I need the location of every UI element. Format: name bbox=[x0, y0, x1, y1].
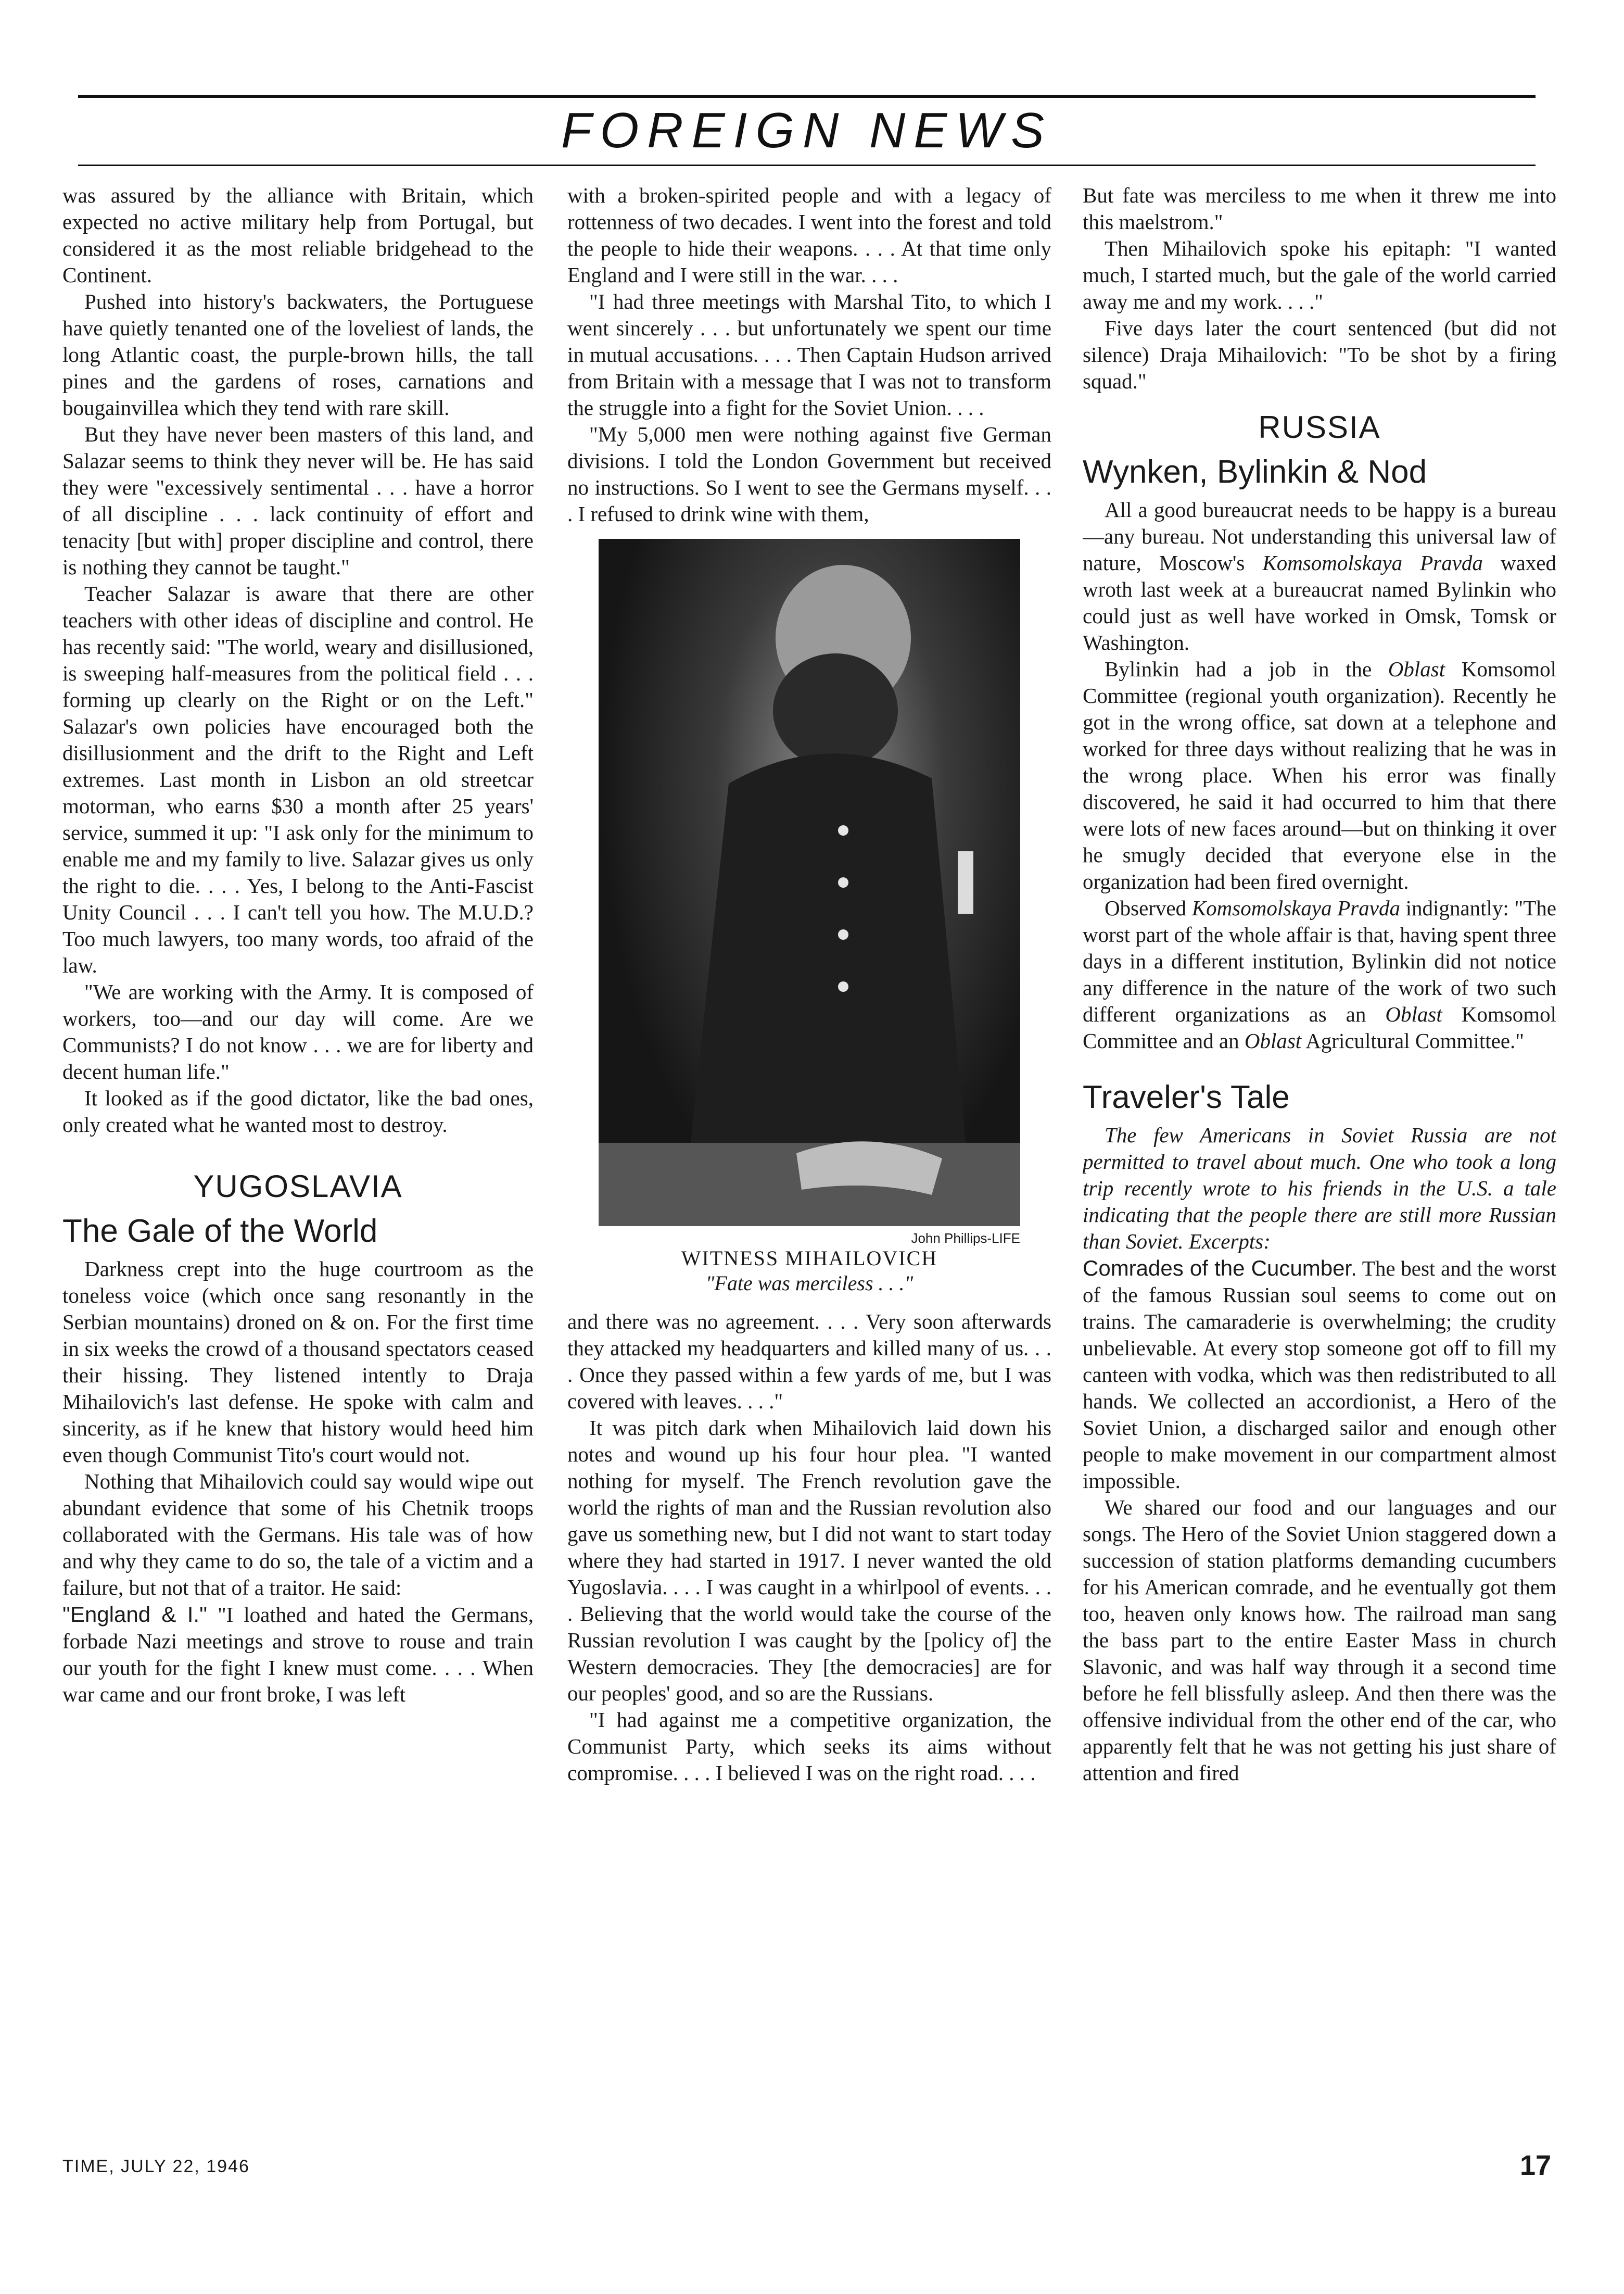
top-rule bbox=[78, 95, 1536, 98]
paragraph: and there was no agreement. . . . Very soon afterwards they attacked my headquarters and killed many of us. . . . Once they passed within a few yards of me, but I was covered with leaves. . . ." bbox=[567, 1309, 1051, 1413]
country-heading-yugoslavia: YUGOSLAVIA bbox=[193, 1169, 403, 1204]
page-number: 17 bbox=[1520, 2150, 1552, 2181]
column-3 bbox=[1083, 182, 1556, 2119]
section-header: FOREIGN NEWS bbox=[561, 103, 1052, 158]
paragraph: "I had against me a competitive organization, the Communist Party, which seeks its aims without compromise. . . . I believed I was on the right road. . . . bbox=[567, 1708, 1051, 1785]
paragraph: Nothing that Mihailovich could say would wipe out abundant evidence that some of his Chetnik troops collaborated with the Germans. His tale was of how and why they came to do so, the tale of a victim and a failure, but not that of a traitor. He said: bbox=[62, 1469, 534, 1599]
paragraph bbox=[1083, 497, 1556, 656]
italic-term: Oblast bbox=[1388, 657, 1445, 681]
paragraph: "My 5,000 men were nothing against five German divisions. I told the London Government but received no instructions. So I went to see the Germans myself. . . . I refused to drink wine with them, bbox=[567, 422, 1051, 526]
paragraph: was assured by the alliance with Britain, which expected no active military help from Portugal, but considered it as the most reliable bridgehead to the Continent. bbox=[62, 183, 534, 287]
paragraph: Pushed into history's backwaters, the Portuguese have quietly tenanted one of the loveliest of lands, the long Atlantic coast, the purple-brown hills, the tall pines and the gardens of roses, carnations and bougainvillea which they tend with rare skill. bbox=[62, 289, 534, 420]
publication-name: Komsomolskaya Pravda bbox=[1262, 551, 1483, 575]
paragraph: But fate was merciless to me when it threw me into this maelstrom." bbox=[1083, 183, 1556, 234]
photo-caption-quote: "Fate was merciless . . ." bbox=[705, 1271, 914, 1295]
paragraph bbox=[1083, 895, 1556, 1054]
paragraph: with a broken-spirited people and with a legacy of rottenness of two decades. I went into the forest and told the people to hide their weapons. . . . At that time only England and I were still in the war. . . . bbox=[567, 183, 1051, 287]
photo-figure bbox=[567, 539, 1051, 1296]
paragraph-text: Komsomol Committee and an bbox=[1083, 1002, 1556, 1053]
column-1 bbox=[62, 182, 534, 2119]
paragraph-text: Komsomol Committee (regional youth organization). Recently he got in the wrong office, sat down at a telephone and worked for three days without realizing that he was in the wrong place. When his error was finally discovered, he said it had occurred to him that there were lots of new faces around—but on thinking it over he smugly decided that everyone else in the organization had been fired overnight. bbox=[1083, 657, 1556, 893]
italic-term: Oblast bbox=[1385, 1002, 1442, 1026]
paragraph: "We are working with the Army. It is composed of workers, too—and our day will come. Are we Communists? I do not know . . . we are for liberty and decent human life." bbox=[62, 980, 534, 1083]
paragraph-text: Bylinkin had a job in the bbox=[1105, 657, 1388, 681]
subhead-lead-in: Comrades of the Cucumber. bbox=[1083, 1256, 1357, 1280]
paragraph-text: waxed wroth last week at a bureaucrat named Bylinkin who could just as well have worked in Omsk, Tomsk or Washington. bbox=[1083, 551, 1556, 654]
paragraph-text: Observed bbox=[1105, 896, 1192, 920]
paragraph bbox=[62, 1601, 534, 1708]
story-headline-wynken-bylinkin-nod: Wynken, Bylinkin & Nod bbox=[1083, 454, 1427, 490]
publication-name: Komsomolskaya Pravda bbox=[1191, 896, 1400, 920]
subhead-lead-in: "England & I." bbox=[62, 1602, 208, 1627]
country-heading-russia: RUSSIA bbox=[1258, 410, 1381, 445]
photo-caption-title: WITNESS MIHAILOVICH bbox=[681, 1246, 938, 1270]
paragraph bbox=[1083, 1255, 1556, 1494]
paragraph: But they have never been masters of this land, and Salazar seems to think they never will be. He has said they were "excessively sentimental . . . have a horror of all discipline . . . lack continuity of effort and tenacity [but with] proper discipline and control, there is nothing they cannot be taught." bbox=[62, 422, 534, 579]
paragraph bbox=[1083, 656, 1556, 895]
paragraph: We shared our food and our languages and our songs. The Hero of the Soviet Union staggered down a succession of station platforms demanding cucumbers for his American comrade, and he eventually got them too, heaven only knows how. The railroad man sang the bass part to the entire Easter Mass in church Slavonic, and was half way through it a second time before he fell blissfully asleep. And then there was the offensive individual from the other end of the car, who apparently felt that he was not getting his just share of attention and fired bbox=[1083, 1495, 1556, 1785]
paragraph: It was pitch dark when Mihailovich laid down his notes and wound up his four hour plea. "I wanted nothing for myself. The French revolution gave the world the rights of man and the Russian revolution also gave us something new, but I did not want to start today where they had started in 1917. I never wanted the old Yugoslavia. . . . I was caught in a whirlpool of events. . . . Believing that the world would take the course of the Russian revolution I was caught by the [policy of] the Western democracies. They [the democracies] are for our peoples' good, and so are the Russians. bbox=[567, 1416, 1051, 1705]
story-intro: The few Americans in Soviet Russia are not permitted to travel about much. One who took a long trip recently wrote to his friends in the U.S. a tale indicating that the people there are still more Russian than Soviet. Excerpts: bbox=[1083, 1123, 1556, 1253]
paragraph: Then Mihailovich spoke his epitaph: "I wanted much, I started much, but the gale of the world carried away me and my work. . . ." bbox=[1083, 236, 1556, 313]
paragraph-text: All a good bureaucrat needs to be happy is a bureau—any bureau. Not understanding this universal law of nature, Moscow's bbox=[1083, 498, 1556, 575]
paragraph-text: The best and the worst of the famous Russian soul seems to come out on trains. The camaraderie is overwhelming; the crudity unbelievable. At every stop someone got off to fill my canteen with vodka, which was then redistributed to all hands. We collected an accordionist, a Hero of the Soviet Union, a discharged sailor and enough other people to make movement in our compartment almost impossible. bbox=[1083, 1256, 1556, 1493]
footer-issue-date: TIME, JULY 22, 1946 bbox=[62, 2157, 250, 2176]
paragraph: Teacher Salazar is aware that there are other teachers with other ideas of discipline and control. He has recently said: "The world, weary and disillusioned, is sweeping half-measures from the political field . . . forming up clearly on the Right or on the Left." Salazar's own policies have encouraged both the disillusionment and the drift to the Right and Left extremes. Last month in Lisbon an old streetcar motorman, who earns $30 a month after 25 years' service, summed it up: "I ask only for the minimum to enable me and my family to live. Salazar gives us only the right to die. . . . Yes, I belong to the Anti-Fascist Unity Council . . . I can't tell you how. The M.U.D.? Too much lawyers, too many words, too afraid of the law. bbox=[62, 582, 534, 977]
header-rule bbox=[78, 165, 1536, 166]
photo-credit: John Phillips-LIFE bbox=[911, 1230, 1020, 1246]
portrait-illustration bbox=[599, 539, 1020, 1226]
paragraph: Darkness crept into the huge courtroom as the toneless voice (which once sang resonantly in the Serbian mountains) droned on & on. For the first time in six weeks the crowd of a thousand spectators ceased their hissing. They listened intently to Draja Mihailovich's last defense. He spoke with calm and sincerity, as if he knew that history would heed him even though Communist Tito's court would not. bbox=[62, 1257, 534, 1467]
paragraph-text: indignantly: "The worst part of the whole affair is that, having spent three days in a different institution, Bylinkin did not notice any difference in the nature of the work of two such different organizations as an bbox=[1083, 896, 1556, 1026]
paragraph-text: Agricultural Committee." bbox=[1301, 1029, 1525, 1053]
paragraph: "I had three meetings with Marshal Tito, to which I went sincerely . . . but unfortunately we spent our time in mutual accusations. . . . Then Captain Hudson arrived from Britain with a message that I was not to transform the struggle into a fight for the Soviet Union. . . . bbox=[567, 289, 1051, 420]
column-2 bbox=[567, 182, 1051, 2119]
paragraph-text: "I loathed and hated the Germans, forbade Nazi meetings and strove to rouse and train our youth for the fight I knew must come. . . . When war came and our front broke, I was left bbox=[62, 1603, 534, 1706]
paragraph: Five days later the court sentenced (but did not silence) Draja Mihailovich: "To be shot by a firing squad." bbox=[1083, 316, 1556, 393]
story-headline-gale-of-the-world: The Gale of the World bbox=[62, 1213, 378, 1249]
paragraph: It looked as if the good dictator, like the bad ones, only created what he wanted most to destroy. bbox=[62, 1086, 534, 1137]
story-headline-travelers-tale: Traveler's Tale bbox=[1083, 1079, 1290, 1115]
portrait-photo bbox=[599, 539, 1020, 1226]
italic-term: Oblast bbox=[1244, 1029, 1302, 1053]
